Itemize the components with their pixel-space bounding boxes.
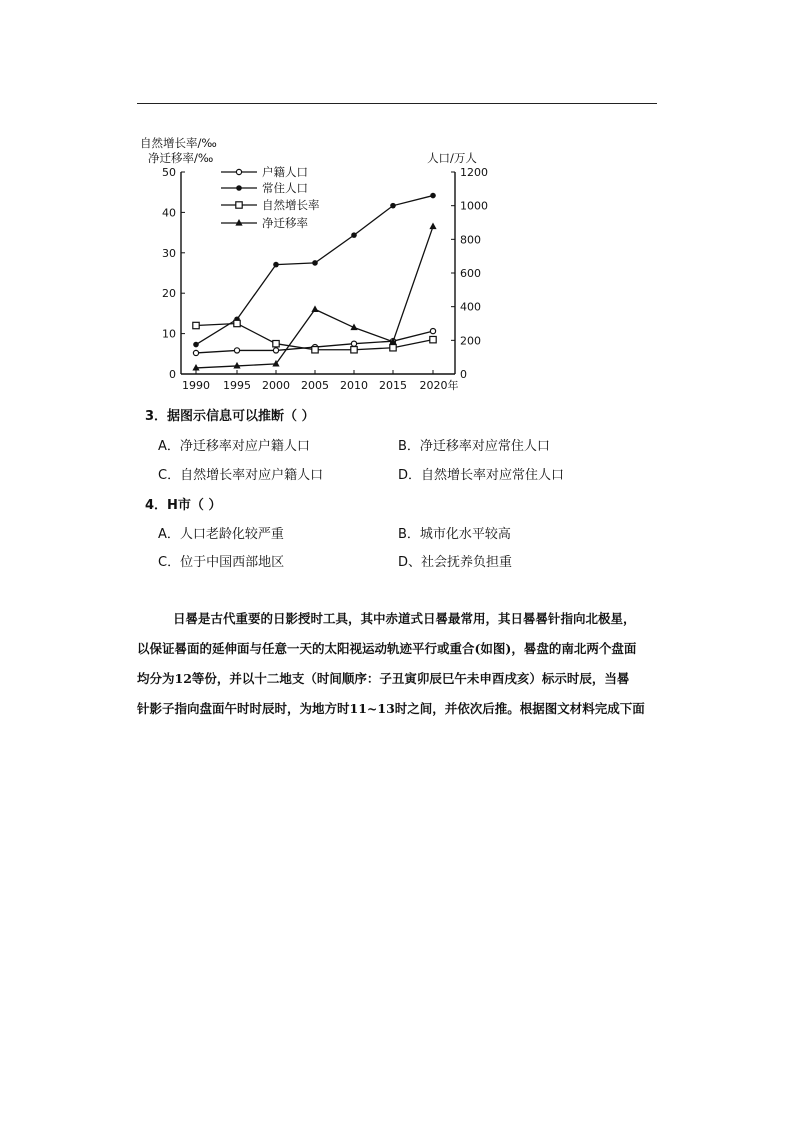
x-tick-label: 1995 <box>223 379 251 392</box>
series-0-point <box>430 328 435 333</box>
x-tick-label: 1990 <box>182 379 210 392</box>
right-tick-label: 400 <box>460 300 481 314</box>
series-0-point <box>351 341 356 346</box>
series-line-1 <box>196 196 433 345</box>
series-3-point <box>429 223 436 230</box>
right-tick-label: 0 <box>460 368 467 381</box>
passage-line: 均分为12等份，并以十二地支（时间顺序：子丑寅卯辰巳午未申酉戌亥）标示时辰，当晷 <box>137 671 630 686</box>
series-2-point <box>351 347 357 353</box>
option-letter: D． <box>398 468 422 483</box>
series-1-point <box>430 193 436 199</box>
series-2-point <box>430 336 436 342</box>
q4-option-b[interactable] <box>398 523 511 542</box>
series-3-point <box>311 305 318 312</box>
q4-option-c[interactable] <box>158 551 284 570</box>
right-tick-label: 600 <box>460 267 481 280</box>
series-1-point <box>273 262 279 268</box>
right-tick-label: 1000 <box>460 199 488 213</box>
option-letter: D、 <box>398 555 422 570</box>
series-1-point <box>390 203 396 209</box>
population-chart <box>0 0 794 400</box>
q3-option-b[interactable] <box>398 435 550 454</box>
legend-label: 户籍人口 <box>262 165 308 179</box>
series-1-point <box>351 232 357 238</box>
option-text: 位于中国西部地区 <box>180 555 285 570</box>
option-text: 净迁移率对应户籍人口 <box>179 439 310 454</box>
option-letter: A． <box>158 527 180 542</box>
x-tick-label: 2015 <box>379 379 407 392</box>
right-tick-label: 800 <box>460 233 481 247</box>
sundial-passage <box>137 604 667 724</box>
left-tick-label: 10 <box>162 327 176 341</box>
q3-option-d[interactable] <box>398 464 564 483</box>
question-3-title: 3．据图示信息可以推断（ ） <box>145 409 315 424</box>
passage-line: 以保证晷面的延伸面与任意一天的太阳视运动轨迹平行或重合(如图)，晷盘的南北两个盘面 <box>137 641 637 656</box>
legend-label: 常住人口 <box>262 181 308 195</box>
option-text: 自然增长率对应户籍人口 <box>180 468 324 483</box>
right-tick-label: 200 <box>460 334 481 348</box>
option-letter: C． <box>158 468 181 483</box>
x-tick-label: 2010 <box>340 379 368 392</box>
q4-option-a[interactable] <box>158 523 284 542</box>
series-2-point <box>273 341 279 347</box>
x-tick-label: 2005 <box>301 379 329 392</box>
series-0-point <box>193 350 198 355</box>
series-0-point <box>234 348 239 353</box>
series-2-point <box>312 347 318 353</box>
left-tick-label: 0 <box>169 368 176 381</box>
option-letter: B． <box>398 439 420 454</box>
legend-label: 自然增长率 <box>262 198 320 212</box>
option-letter: B． <box>398 527 420 542</box>
option-text: 净迁移率对应常住人口 <box>419 439 550 454</box>
q4-option-d[interactable] <box>398 551 512 570</box>
series-2-point <box>234 320 240 326</box>
legend-marker <box>236 169 241 174</box>
passage-line: 针影子指向盘面午时时辰时，为地方时11~13时之间，并依次后推。根据图文材料完成下面 <box>137 701 645 716</box>
series-1-point <box>312 260 318 266</box>
left-tick-label: 40 <box>162 206 176 220</box>
series-1-point <box>193 342 199 348</box>
option-text: 自然增长率对应常住人口 <box>421 468 565 483</box>
series-2-point <box>390 345 396 351</box>
question-4-title: 4．H市（ ） <box>145 498 222 513</box>
option-letter: C． <box>158 555 181 570</box>
x-tick-label: 2020年 <box>419 379 459 392</box>
right-tick-label: 1200 <box>460 166 488 179</box>
series-2-point <box>193 322 199 328</box>
option-text: 社会抚养负担重 <box>421 555 513 570</box>
left-tick-label: 20 <box>162 287 176 301</box>
option-text: 城市化水平较高 <box>419 527 511 542</box>
left-tick-label: 50 <box>162 166 176 179</box>
right-axis-title: 人口/万人 <box>427 151 477 165</box>
x-tick-label: 2000 <box>262 379 290 392</box>
q3-option-a[interactable] <box>158 435 310 454</box>
series-0-point <box>273 348 278 353</box>
option-text: 人口老龄化较严重 <box>179 527 284 542</box>
legend-label: 净迁移率 <box>262 216 308 230</box>
legend-marker <box>235 219 242 226</box>
passage-line: 日晷是古代重要的日影授时工具，其中赤道式日晷最常用，其日晷晷针指向北极星， <box>173 611 636 626</box>
option-letter: A． <box>158 439 180 454</box>
legend-marker <box>236 202 242 208</box>
left-axis-title-1: 自然增长率/‰ <box>140 136 217 150</box>
left-axis-title-2: 净迁移率/‰ <box>148 151 214 165</box>
left-tick-label: 30 <box>162 246 176 260</box>
legend-marker <box>236 185 242 191</box>
q3-option-c[interactable] <box>158 464 323 483</box>
